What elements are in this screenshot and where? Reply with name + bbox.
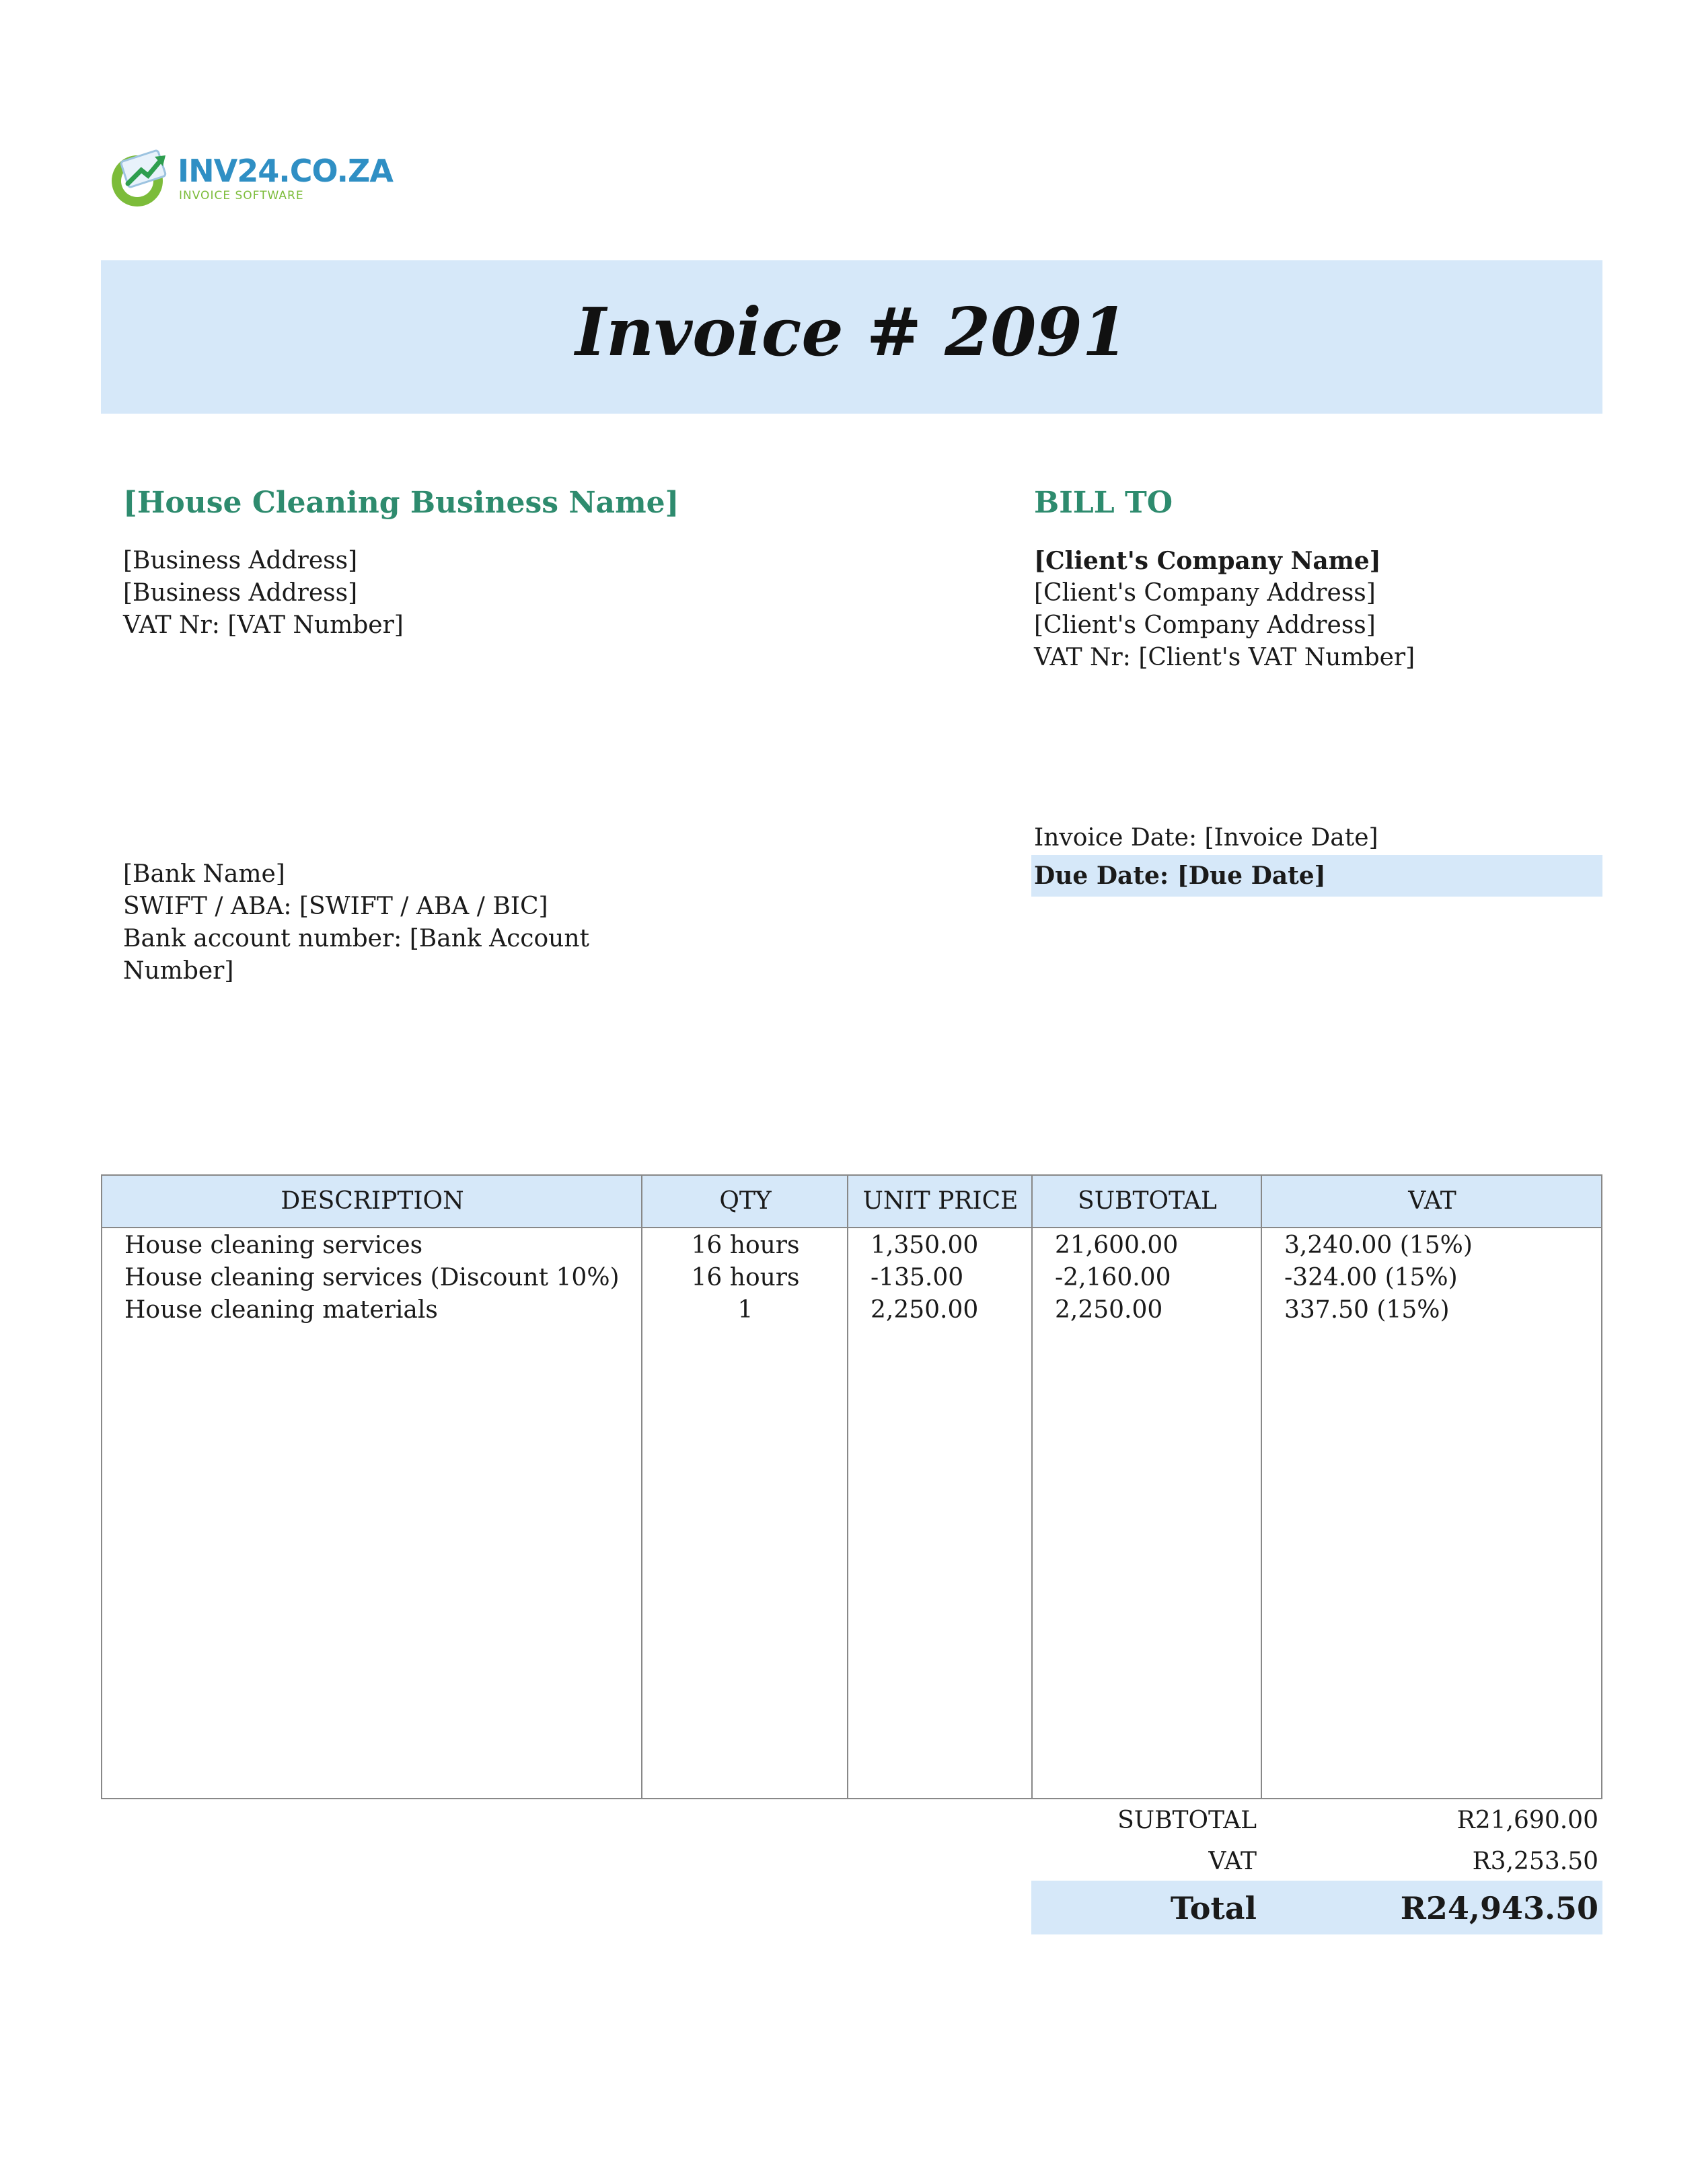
bank-account-cont: Number] [123, 957, 234, 985]
business-name: [House Cleaning Business Name] [123, 486, 679, 520]
table-header [102, 1176, 1601, 1228]
client-address-line: [Client's Company Address] [1034, 611, 1376, 639]
row-subtotal: 2,250.00 [1055, 1296, 1163, 1324]
bank-block [123, 858, 589, 987]
bill-to-block [1034, 545, 1415, 674]
invoice-envelope-arrow-icon [108, 145, 172, 209]
row-vat: 3,240.00 (15%) [1284, 1232, 1473, 1259]
table-row [102, 1230, 1601, 1262]
row-description: House cleaning services [124, 1232, 423, 1259]
bill-to-heading: BILL TO [1034, 486, 1173, 520]
total-value: R24,943.50 [1400, 1890, 1598, 1926]
business-address-block [123, 545, 404, 642]
row-qty: 16 hours [691, 1264, 800, 1291]
total-label: Total [1170, 1890, 1257, 1926]
header-unit-price: UNIT PRICE [862, 1187, 1019, 1215]
business-address-line: [Business Address] [123, 579, 358, 607]
logo-tagline: INVOICE SOFTWARE [179, 189, 304, 202]
invoice-date: Invoice Date: [Invoice Date] [1034, 824, 1378, 852]
bank-swift: SWIFT / ABA: [SWIFT / ABA / BIC] [123, 893, 548, 920]
bank-name: [Bank Name] [123, 860, 285, 888]
header-description: DESCRIPTION [281, 1187, 464, 1215]
client-company-name: [Client's Company Name] [1034, 547, 1381, 575]
table-row [102, 1294, 1601, 1326]
vat-value: R3,253.50 [1472, 1848, 1598, 1875]
invoice-title: Invoice # 2091 [575, 294, 1128, 371]
bank-account: Bank account number: [Bank Account [123, 925, 589, 952]
title-band [101, 260, 1602, 414]
row-description: House cleaning services (Discount 10%) [124, 1264, 620, 1291]
row-qty: 1 [737, 1296, 753, 1324]
vat-label: VAT [1208, 1848, 1257, 1875]
row-unit-price: 1,350.00 [871, 1232, 979, 1259]
client-vat: VAT Nr: [Client's VAT Number] [1034, 644, 1415, 671]
due-date: Due Date: [Due Date] [1034, 862, 1326, 890]
row-unit-price: 2,250.00 [871, 1296, 979, 1324]
row-subtotal: 21,600.00 [1055, 1232, 1179, 1259]
business-vat: VAT Nr: [VAT Number] [123, 611, 404, 639]
table-row [102, 1262, 1601, 1294]
logo-name: INV24.CO.ZA [178, 153, 393, 189]
client-address-line: [Client's Company Address] [1034, 579, 1376, 607]
header-vat: VAT [1408, 1187, 1456, 1215]
header-subtotal: SUBTOTAL [1078, 1187, 1217, 1215]
total-band [1031, 1881, 1602, 1934]
subtotal-label: SUBTOTAL [1117, 1807, 1257, 1834]
row-unit-price: -135.00 [871, 1264, 964, 1291]
row-vat: -324.00 (15%) [1284, 1264, 1458, 1291]
row-description: House cleaning materials [124, 1296, 438, 1324]
company-logo [108, 145, 393, 212]
row-qty: 16 hours [691, 1232, 800, 1259]
header-qty: QTY [719, 1187, 772, 1215]
items-table [101, 1174, 1602, 1799]
row-vat: 337.50 (15%) [1284, 1296, 1450, 1324]
row-subtotal: -2,160.00 [1055, 1264, 1171, 1291]
due-date-band [1031, 855, 1602, 897]
subtotal-value: R21,690.00 [1456, 1807, 1598, 1834]
business-address-line: [Business Address] [123, 547, 358, 574]
